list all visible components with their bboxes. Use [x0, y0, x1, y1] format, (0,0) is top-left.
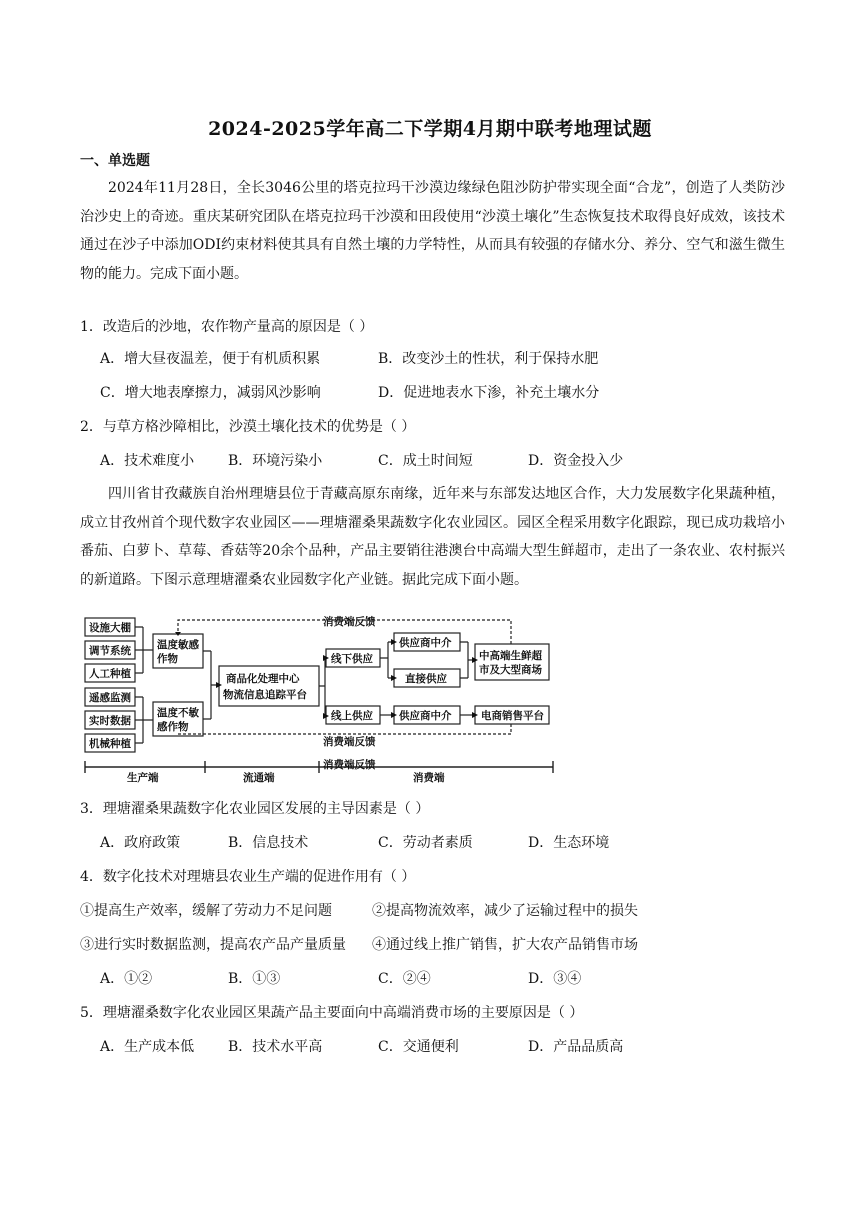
q4-statement-2: ②提高物流效率，减少了运输过程中的损失 — [372, 903, 638, 919]
label-market-1: 中高端生鲜超 — [479, 650, 542, 662]
q2-option-c[interactable]: C．成土时间短 — [378, 453, 473, 469]
label-feedback-mid: 消费端反馈 — [323, 736, 376, 748]
question-4-stem: 4．数字化技术对理塘县农业生产端的促进作用有（ ） — [80, 869, 416, 885]
q3-option-a[interactable]: A．政府政策 — [100, 835, 181, 851]
q2-option-a[interactable]: A．技术难度小 — [100, 453, 195, 469]
q3-option-c[interactable]: C．劳动者素质 — [378, 835, 473, 851]
q5-option-b[interactable]: B．技术水平高 — [228, 1039, 323, 1055]
label-temp-sensitive-2: 作物 — [157, 653, 178, 665]
label-offline: 线下供应 — [331, 653, 373, 665]
q4-option-a[interactable]: A．①② — [100, 971, 153, 987]
question-2-options — [100, 450, 623, 470]
page-title: 2024-2025学年高二下学期4月期中联考地理试题 — [208, 118, 652, 140]
passage-2: 四川省甘孜藏族自治州理塘县位于青藏高原东南缘，近年来与东部发达地区合作，大力发展数字化果蔬种植，成立甘孜州首个现代数字农业园区——理塘濯桑果蔬数字化农业园区。园区全程采用数字化跟踪，现已成功栽培小番茄、白萝卜、草莓、香菇等20余个品种，产品主要销往港澳台中高端大型生鲜超市，走出了一条农业、农村振兴的新道路。下图示意理塘濯桑农业园数字化产业链。据此完成下面小题。 — [80, 486, 785, 588]
section-heading: 一、单选题 — [80, 153, 150, 169]
label-feedback-top: 消费端反馈 — [323, 616, 376, 628]
label-stage-consumption: 消费端 — [413, 772, 445, 784]
label-facility: 设施大棚 — [89, 622, 131, 634]
label-temp-insensitive-1: 温度不敏 — [157, 707, 199, 719]
question-1-options-row1 — [100, 348, 598, 368]
question-3-options — [100, 832, 609, 852]
label-supplier-1: 供应商中介 — [399, 637, 452, 649]
label-remote: 遥感监测 — [89, 692, 131, 704]
q5-option-a[interactable]: A．生产成本低 — [100, 1039, 195, 1055]
question-1-options-row2 — [100, 382, 599, 402]
passage-1: 2024年11月28日，全长3046公里的塔克拉玛干沙漠边缘绿色阻沙防护带实现全面“合龙”，创造了人类防沙治沙史上的奇迹。重庆某研究团队在塔克拉玛干沙漠和田段使用“沙漠土壤化”生态恢复技术取得良好成效，该技术通过在沙子中添加ODI约束材料使其具有自然土壤的力学特性，从而具有较强的存储水分、养分、空气和滋生微生物的能力。完成下面小题。 — [80, 180, 785, 282]
q1-option-c[interactable]: C．增大地表摩擦力，减弱风沙影响 — [100, 385, 321, 401]
question-5-options — [100, 1036, 623, 1056]
q4-option-c[interactable]: C．②④ — [378, 971, 431, 987]
question-4-statements-row1 — [80, 900, 638, 920]
label-market-2: 市及大型商场 — [479, 664, 542, 676]
q4-statement-3: ③进行实时数据监测，提高农产品产量质量 — [80, 937, 346, 953]
q2-option-d[interactable]: D．资金投入少 — [528, 453, 624, 469]
label-stage-production: 生产端 — [127, 772, 159, 784]
label-regulation: 调节系统 — [89, 645, 131, 657]
question-3-stem: 3．理塘濯桑果蔬数字化农业园区发展的主导因素是（ ） — [80, 801, 430, 817]
label-temp-sensitive-1: 温度敏感 — [157, 639, 199, 651]
label-supplier-2: 供应商中介 — [399, 710, 452, 722]
label-center-1: 商品化处理中心 — [226, 673, 300, 685]
label-feedback-bottom: 消费端反馈 — [323, 759, 376, 771]
label-direct: 直接供应 — [405, 673, 447, 685]
q1-option-d[interactable]: D．促进地表水下渗，补充土壤水分 — [378, 385, 600, 401]
label-realtime: 实时数据 — [89, 715, 131, 727]
question-5-stem: 5．理塘濯桑数字化农业园区果蔬产品主要面向中高端消费市场的主要原因是（ ） — [80, 1005, 584, 1021]
label-center-2: 物流信息追踪平台 — [223, 689, 307, 701]
question-2-stem: 2．与草方格沙障相比，沙漠土壤化技术的优势是（ ） — [80, 419, 416, 435]
label-temp-insensitive-2: 感作物 — [157, 721, 189, 733]
question-4-options — [100, 968, 581, 988]
q3-option-b[interactable]: B．信息技术 — [228, 835, 309, 851]
q1-option-b[interactable]: B．改变沙土的性状，利于保持水肥 — [378, 351, 599, 367]
q4-option-d[interactable]: D．③④ — [528, 971, 582, 987]
question-1-stem: 1．改造后的沙地，农作物产量高的原因是（ ） — [80, 319, 374, 335]
q4-option-b[interactable]: B．①③ — [228, 971, 281, 987]
label-ecommerce: 电商销售平台 — [481, 710, 544, 722]
q2-option-b[interactable]: B．环境污染小 — [228, 453, 323, 469]
q1-option-a[interactable]: A．增大昼夜温差，便于有机质积累 — [100, 351, 321, 367]
q5-option-d[interactable]: D．产品品质高 — [528, 1039, 624, 1055]
label-stage-circulation: 流通端 — [243, 772, 275, 784]
q4-statement-1: ①提高生产效率，缓解了劳动力不足问题 — [80, 903, 332, 919]
industry-chain-diagram — [83, 614, 558, 786]
q5-option-c[interactable]: C．交通便利 — [378, 1039, 459, 1055]
question-4-statements-row2 — [80, 934, 638, 954]
label-manual: 人工种植 — [89, 668, 131, 680]
q4-statement-4: ④通过线上推广销售，扩大农产品销售市场 — [372, 937, 638, 953]
label-mechanical: 机械种植 — [89, 738, 131, 750]
label-online: 线上供应 — [331, 710, 373, 722]
q3-option-d[interactable]: D．生态环境 — [528, 835, 610, 851]
